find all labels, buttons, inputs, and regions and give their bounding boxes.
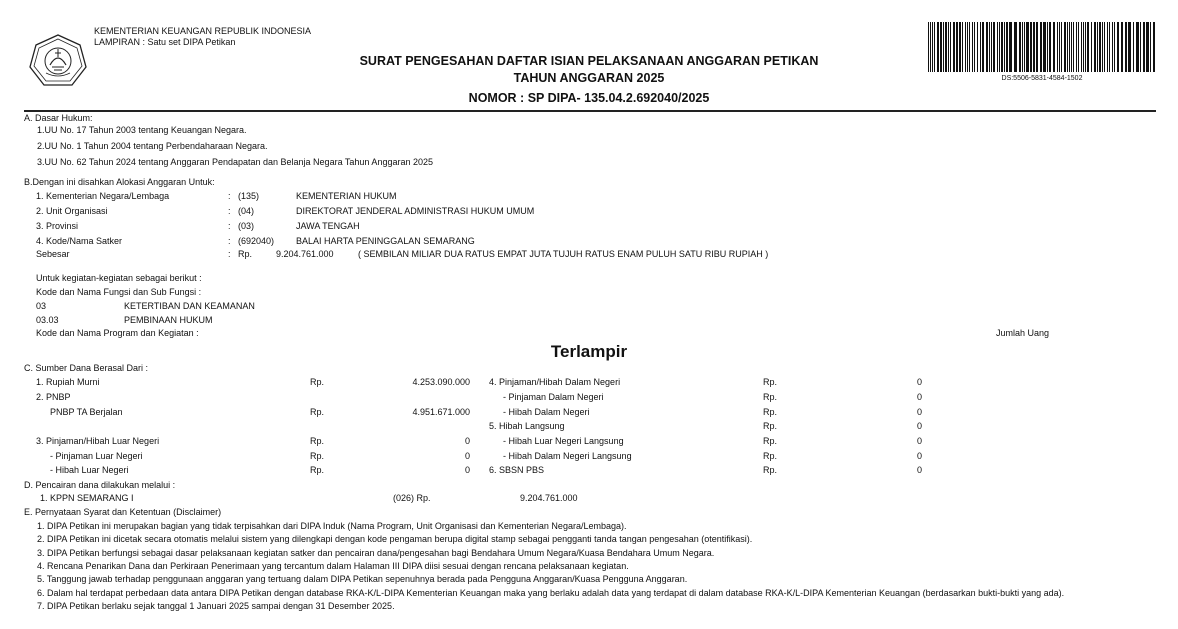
funding-source-amount: 0	[916, 451, 922, 461]
funding-source-label: - Hibah Dalam Negeri	[503, 407, 590, 417]
disclaimer-item: 4. Rencana Penarikan Dana dan Perkiraan Penerimaan yang tercantum dalam Halaman III DIPA diisi sesuai dengan rencana pelaksanaan kegiatan.	[37, 561, 629, 571]
disclaimer-item: 5. Tanggung jawab terhadap penggunaan anggaran yang tertuang dalam DIPA Petikan sepenuhnya berada pada Pengguna Anggaran/Kuasa Pengguna Anggaran.	[37, 574, 688, 584]
sebesar-label: Sebesar	[36, 249, 70, 259]
funding-source-amount: 0	[464, 465, 470, 475]
funding-source-currency: Rp.	[763, 421, 778, 431]
funding-source-currency: Rp.	[763, 407, 778, 417]
funding-source-currency: Rp.	[310, 407, 325, 417]
funding-source-label: 6. SBSN PBS	[489, 465, 545, 475]
allocation-value: KEMENTERIAN HUKUM	[296, 191, 397, 201]
disclaimer-item: 3. DIPA Petikan berfungsi sebagai dasar pelaksanaan kegiatan satker dan pencairan dana/pengesahan bagi Bendahara Umum Negara/Kuasa Bendahara Umum Negara.	[37, 548, 715, 558]
section-e-title: E. Pernyataan Syarat dan Ketentuan (Disclaimer)	[24, 507, 222, 517]
digital-stamp-code: DS:5506-5831-4584-1502	[1001, 75, 1083, 82]
allocation-code: (04)	[238, 206, 255, 216]
funding-source-amount: 0	[916, 407, 922, 417]
funding-source-amount: 0	[464, 436, 470, 446]
funding-source-label: 4. Pinjaman/Hibah Dalam Negeri	[489, 377, 621, 387]
funding-source-label: PNBP TA Berjalan	[50, 407, 123, 417]
section-c-title: C. Sumber Dana Berasal Dari :	[24, 363, 149, 373]
allocation-colon: :	[228, 206, 231, 216]
funding-source-amount: 0	[916, 392, 922, 402]
allocation-value: DIREKTORAT JENDERAL ADMINISTRASI HUKUM UMUM	[296, 206, 535, 216]
funding-source-label: 5. Hibah Langsung	[489, 421, 565, 431]
fungsi-label: Kode dan Nama Fungsi dan Sub Fungsi :	[36, 287, 202, 297]
ministry-name: KEMENTERIAN KEUANGAN REPUBLIK INDONESIA	[94, 26, 312, 36]
funding-source-label: - Pinjaman Luar Negeri	[50, 451, 143, 461]
funding-source-currency: Rp.	[310, 451, 325, 461]
sebesar-in-words: ( SEMBILAN MILIAR DUA RATUS EMPAT JUTA TUJUH RATUS ENAM PULUH SATU RIBU RUPIAH )	[358, 249, 769, 259]
funding-source-label: 1. Rupiah Murni	[36, 377, 100, 387]
kegiatan-intro: Untuk kegiatan-kegiatan sebagai berikut :	[36, 273, 202, 283]
allocation-code: (03)	[238, 221, 255, 231]
allocation-colon: :	[228, 221, 231, 231]
funding-source-amount: 0	[916, 465, 922, 475]
sebesar-currency: Rp.	[238, 249, 253, 259]
kppn-label: 1. KPPN SEMARANG I	[40, 493, 134, 503]
legal-basis-item: 2.UU No. 1 Tahun 2004 tentang Perbendaharaan Negara.	[37, 141, 268, 151]
funding-source-label: - Hibah Dalam Negeri Langsung	[503, 451, 632, 461]
funding-source-currency: Rp.	[763, 392, 778, 402]
allocation-value: BALAI HARTA PENINGGALAN SEMARANG	[296, 236, 475, 246]
document-year: TAHUN ANGGARAN 2025	[513, 71, 665, 85]
sebesar-colon: :	[228, 249, 231, 259]
allocation-colon: :	[228, 191, 231, 201]
header-divider	[24, 110, 1156, 112]
lampiran-text: LAMPIRAN : Satu set DIPA Petikan	[94, 37, 236, 47]
funding-source-amount: 0	[916, 436, 922, 446]
funding-source-currency: Rp.	[310, 465, 325, 475]
section-b-title: B.Dengan ini disahkan Alokasi Anggaran Untuk:	[24, 177, 215, 187]
funding-source-label: - Pinjaman Dalam Negeri	[503, 392, 604, 402]
funding-source-amount: 0	[916, 421, 922, 431]
barcode-icon	[928, 22, 1156, 72]
funding-source-currency: Rp.	[763, 451, 778, 461]
subfungsi-code: 03.03	[36, 315, 59, 325]
funding-source-label: 2. PNBP	[36, 392, 71, 402]
funding-source-currency: Rp.	[310, 436, 325, 446]
disclaimer-item: 6. Dalam hal terdapat perbedaan data antara DIPA Petikan dengan database RKA-K/L-DIPA Kementerian Keuangan maka yang berlaku adalah data yang terdapat di dalam database RKA-K/L-DIPA Kementerian Keuangan (berdasarkan bukti-bukti yang ada).	[37, 588, 1065, 598]
allocation-value: JAWA TENGAH	[296, 221, 360, 231]
sebesar-amount: 9.204.761.000	[276, 249, 334, 259]
document-number: NOMOR : SP DIPA- 135.04.2.692040/2025	[468, 91, 710, 105]
allocation-label: 2. Unit Organisasi	[36, 206, 108, 216]
allocation-colon: :	[228, 236, 231, 246]
funding-source-amount: 4.253.090.000	[412, 377, 470, 387]
legal-basis-item: 3.UU No. 62 Tahun 2024 tentang Anggaran Pendapatan dan Belanja Negara Tahun Anggaran 2025	[37, 157, 433, 167]
terlampir-text: Terlampir	[550, 342, 628, 361]
funding-source-label: - Hibah Luar Negeri Langsung	[503, 436, 624, 446]
program-label: Kode dan Nama Program dan Kegiatan :	[36, 328, 199, 338]
fungsi-name: KETERTIBAN DAN KEAMANAN	[124, 301, 255, 311]
disclaimer-item: 7. DIPA Petikan berlaku sejak tanggal 1 Januari 2025 sampai dengan 31 Desember 2025.	[37, 601, 395, 611]
allocation-label: 4. Kode/Nama Satker	[36, 236, 123, 246]
allocation-label: 1. Kementerian Negara/Lembaga	[36, 191, 170, 201]
document-title: SURAT PENGESAHAN DAFTAR ISIAN PELAKSANAAN ANGGARAN PETIKAN	[359, 54, 819, 68]
funding-source-currency: Rp.	[763, 436, 778, 446]
funding-source-currency: Rp.	[763, 377, 778, 387]
funding-source-label: - Hibah Luar Negeri	[50, 465, 129, 475]
funding-source-currency: Rp.	[763, 465, 778, 475]
allocation-code: (135)	[238, 191, 260, 201]
funding-source-currency: Rp.	[310, 377, 325, 387]
section-a-title: A. Dasar Hukum:	[24, 113, 93, 123]
kppn-code: (026) Rp.	[393, 493, 431, 503]
funding-source-amount: 4.951.671.000	[412, 407, 470, 417]
jumlah-uang-header: Jumlah Uang	[996, 328, 1050, 338]
allocation-label: 3. Provinsi	[36, 221, 79, 231]
kppn-amount: 9.204.761.000	[520, 493, 578, 503]
funding-source-amount: 0	[464, 451, 470, 461]
section-d-title: D. Pencairan dana dilakukan melalui :	[24, 480, 176, 490]
legal-basis-item: 1.UU No. 17 Tahun 2003 tentang Keuangan Negara.	[37, 125, 247, 135]
allocation-code: (692040)	[238, 236, 275, 246]
funding-source-amount: 0	[916, 377, 922, 387]
disclaimer-item: 2. DIPA Petikan ini dicetak secara otomatis melalui sistem yang dilengkapi dengan kode pengaman berupa digital stamp sebagai pengganti tanda tangan pengesahan (otentifikasi).	[37, 534, 753, 544]
subfungsi-name: PEMBINAAN HUKUM	[124, 315, 213, 325]
disclaimer-item: 1. DIPA Petikan ini merupakan bagian yang tidak terpisahkan dari DIPA Induk (Nama Program, Unit Organisasi dan Kementerian Negara/Lembaga).	[37, 521, 627, 531]
fungsi-code: 03	[36, 301, 47, 311]
funding-source-label: 3. Pinjaman/Hibah Luar Negeri	[36, 436, 160, 446]
